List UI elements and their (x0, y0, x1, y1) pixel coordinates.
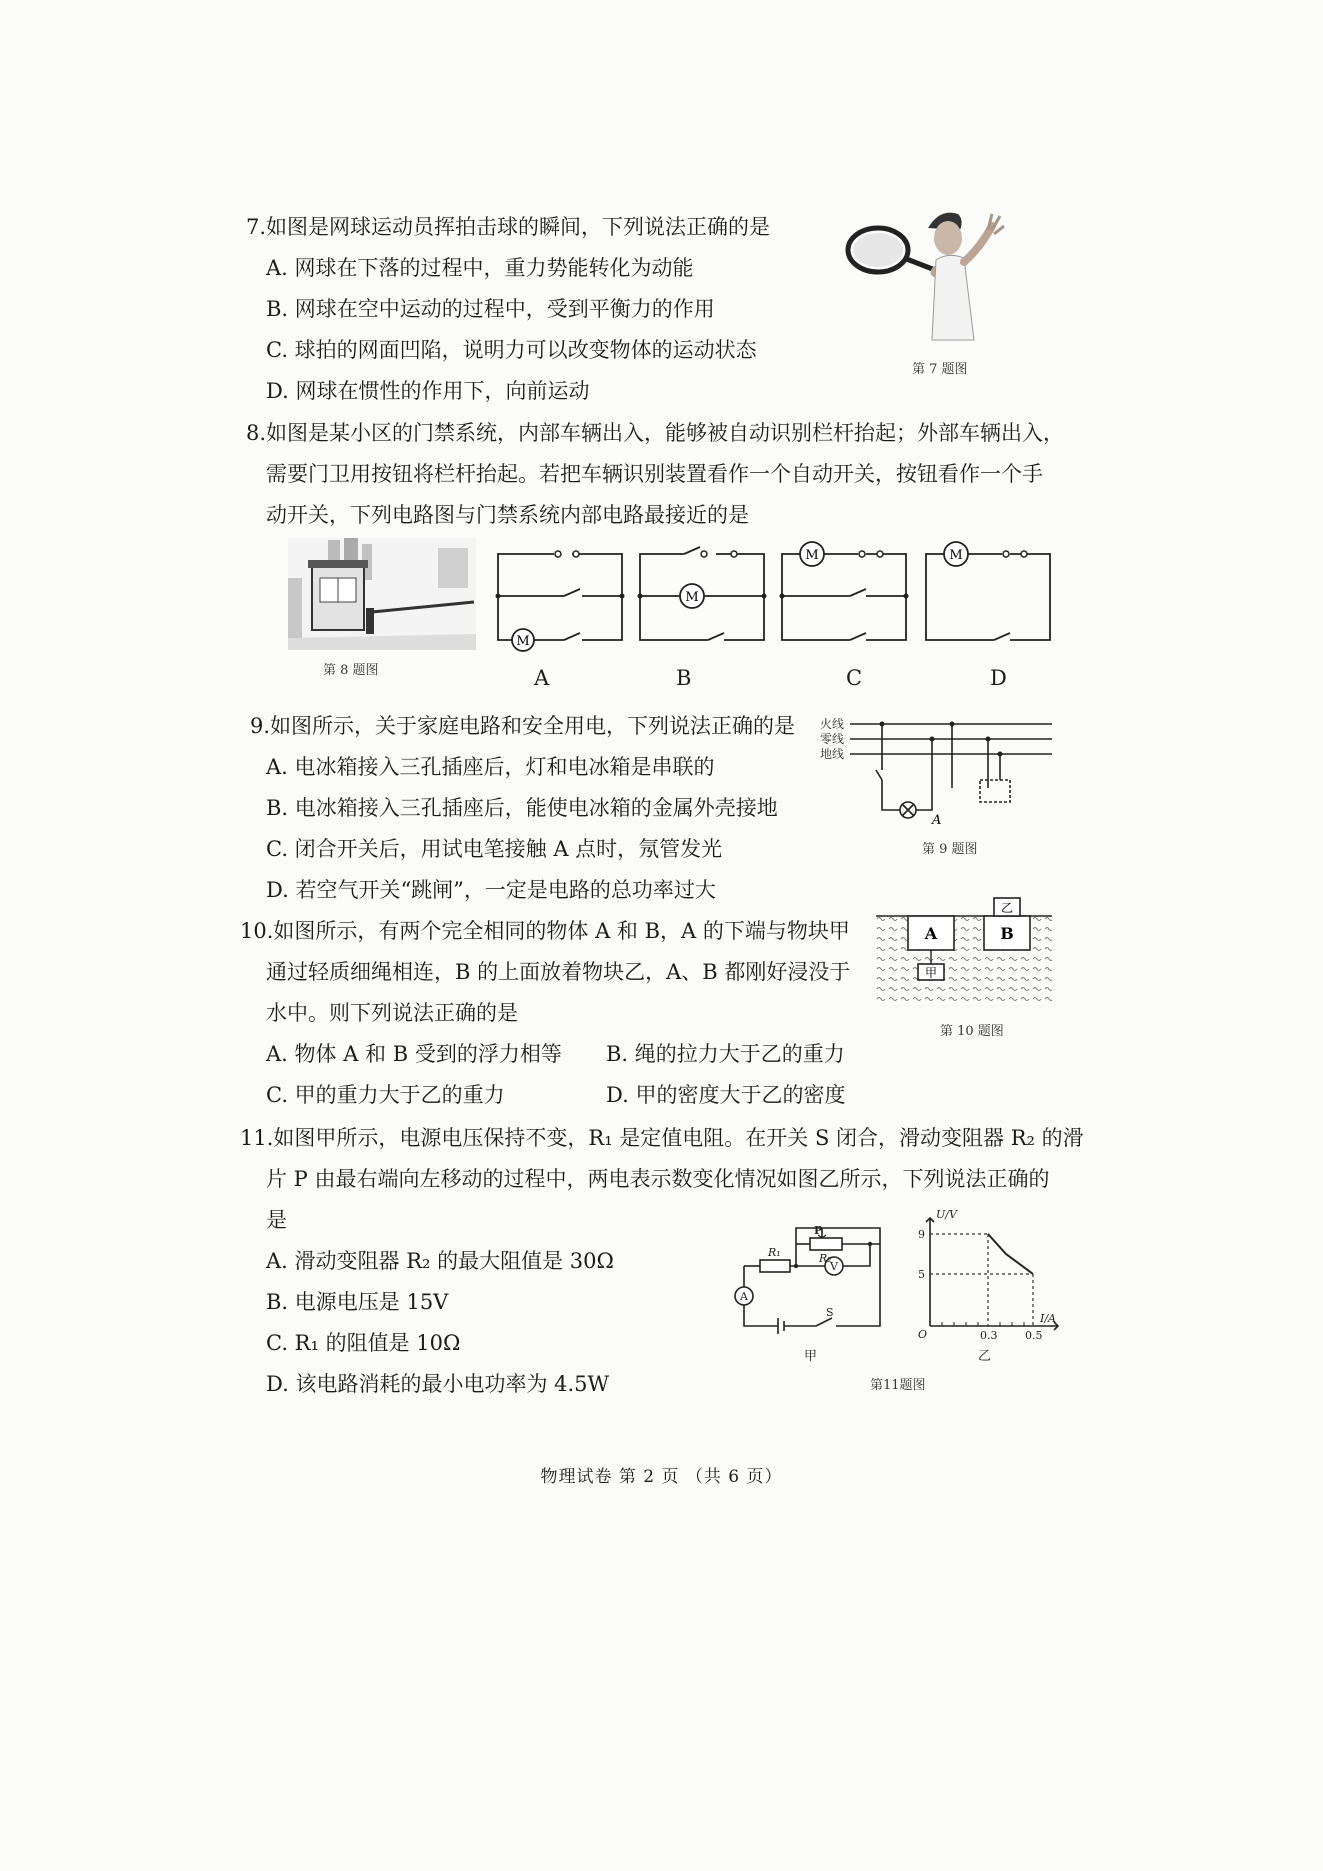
q8-choice-b: B (676, 666, 692, 690)
graph-y-label: U/V (936, 1208, 957, 1221)
q8-choice-d: D (990, 666, 1007, 690)
q11-line-3: 是 (266, 1208, 287, 1232)
q10-option-a: A. 物体 A 和 B 受到的浮力相等 (266, 1042, 562, 1066)
q8-line-1: 8.如图是某小区的门禁系统，内部车辆出入，能够被自动识别栏杆抬起；外部车辆出入， (246, 421, 1065, 445)
q8-circuit-c (778, 540, 912, 654)
q9-caption: 第 9 题图 (922, 842, 978, 857)
q7-option-b: B. 网球在空中运动的过程中，受到平衡力的作用 (266, 297, 715, 321)
q11-line-2: 片 P 由最右端向左移动的过程中，两电表示数变化情况如图乙所示，下列说法正确的 (266, 1167, 1050, 1191)
q11-option-b: B. 电源电压是 15V (266, 1290, 449, 1314)
q8-line-3: 动开关，下列电路图与门禁系统内部电路最接近的是 (266, 503, 749, 527)
page-footer: 物理试卷 第 2 页 （共 6 页） (540, 1467, 783, 1487)
ammeter-label: A (740, 1290, 748, 1303)
q8-caption: 第 8 题图 (323, 663, 379, 678)
q11-option-a: A. 滑动变阻器 R₂ 的最大阻值是 30Ω (266, 1249, 614, 1273)
q8-line-2: 需要门卫用按钮将栏杆抬起。若把车辆识别装置看作一个自动开关，按钮看作一个手 (266, 462, 1043, 486)
graph-origin-label: O (918, 1328, 928, 1341)
q9-option-d: D. 若空气开关“跳闸”，一定是电路的总功率过大 (266, 878, 716, 902)
q10-option-d: D. 甲的密度大于乙的密度 (606, 1083, 846, 1107)
switch-s-label: S (826, 1306, 834, 1319)
point-a-label: A (932, 813, 942, 828)
q7-option-a: A. 网球在下落的过程中，重力势能转化为动能 (266, 256, 694, 280)
block-jia-label: 甲 (924, 966, 938, 980)
r1-label: R₁ (768, 1246, 781, 1259)
graph-xtick-03: 0.3 (980, 1329, 998, 1342)
wire-label-live: 火线 (820, 718, 845, 731)
q7-stem: 7.如图是网球运动员挥拍击球的瞬间，下列说法正确的是 (246, 215, 771, 239)
q8-circuit-d (922, 540, 1056, 654)
q10-line-3: 水中。则下列说法正确的是 (266, 1001, 518, 1025)
gate-booth-photo (288, 538, 476, 650)
block-b-label: B (1000, 924, 1014, 943)
q9-option-a: A. 电冰箱接入三孔插座后，灯和电冰箱是串联的 (266, 755, 715, 779)
graph-x-label: I/A (1040, 1312, 1056, 1325)
graph-ytick-9: 9 (918, 1228, 925, 1241)
motor-label: M (685, 590, 699, 605)
graph-xtick-05: 0.5 (1025, 1329, 1043, 1342)
wire-label-neutral: 零线 (820, 732, 845, 746)
q10-line-1: 10.如图所示，有两个完全相同的物体 A 和 B，A 的下端与物块甲 (240, 919, 850, 943)
q7-caption: 第 7 题图 (912, 362, 968, 377)
q10-line-2: 通过轻质细绳相连，B 的上面放着物块乙，A、B 都刚好浸没于 (266, 960, 851, 984)
q10-buoyancy-figure (876, 894, 1052, 1006)
q11-option-d: D. 该电路消耗的最小电功率为 4.5W (266, 1372, 610, 1396)
q8-choice-a: A (534, 666, 550, 690)
q8-circuit-b (636, 544, 770, 654)
q11-circuit-jia (724, 1218, 894, 1368)
motor-label: M (949, 548, 963, 563)
q10-option-c: C. 甲的重力大于乙的重力 (266, 1083, 505, 1107)
q8-choice-c: C (846, 666, 863, 690)
graph-ytick-5: 5 (918, 1268, 925, 1281)
q9-home-circuit (820, 718, 1060, 828)
q7-option-d: D. 网球在惯性的作用下，向前运动 (266, 379, 590, 403)
motor-label: M (516, 634, 530, 649)
tennis-player-photo (840, 200, 1020, 350)
r2-label: R₂ (819, 1252, 832, 1265)
q11-graph-yi (908, 1206, 1068, 1366)
block-yi-label: 乙 (1000, 901, 1014, 915)
q9-option-c: C. 闭合开关后，用试电笔接触 A 点时，氖管发光 (266, 837, 723, 861)
q9-stem: 9.如图所示，关于家庭电路和安全用电，下列说法正确的是 (250, 714, 796, 738)
q8-circuit-a (494, 544, 628, 654)
q7-option-c: C. 球拍的网面凹陷，说明力可以改变物体的运动状态 (266, 338, 757, 362)
graph-yi-label: 乙 (978, 1349, 992, 1364)
voltmeter-label: V (830, 1260, 838, 1273)
q11-option-c: C. R₁ 的阻值是 10Ω (266, 1331, 461, 1355)
q10-caption: 第 10 题图 (940, 1024, 1004, 1039)
motor-label: M (805, 548, 819, 563)
wire-label-ground: 地线 (820, 747, 845, 761)
q10-option-b: B. 绳的拉力大于乙的重力 (606, 1042, 845, 1066)
slider-p-label: P (814, 1224, 823, 1237)
q11-caption: 第11题图 (870, 1378, 926, 1393)
circuit-jia-label: 甲 (804, 1349, 818, 1364)
q9-option-b: B. 电冰箱接入三孔插座后，能使电冰箱的金属外壳接地 (266, 796, 778, 820)
block-a-label: A (924, 924, 938, 943)
q11-line-1: 11.如图甲所示，电源电压保持不变，R₁ 是定值电阻。在开关 S 闭合，滑动变阻器 R₂ 的滑 (240, 1126, 1084, 1150)
